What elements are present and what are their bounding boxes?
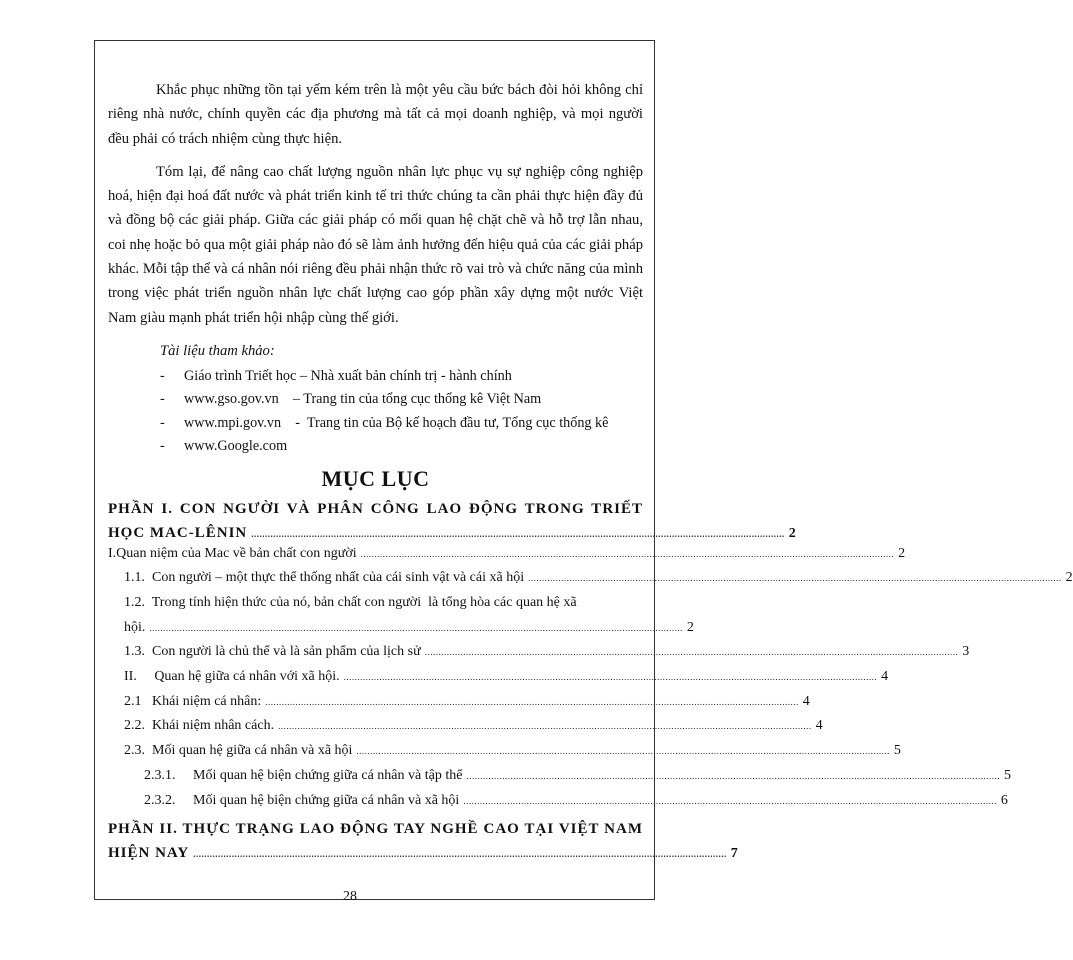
toc-leader-dots: .................................................................................................................................................................................................. [149,622,683,633]
toc-leader-dots: .................................................................................................................................................................................................. [193,849,727,860]
toc-part-1-row [108,521,797,546]
toc-entry-label: 2.2. Khái niệm nhân cách. [124,718,275,734]
references-title: Tài liệu tham khảo: [160,342,275,359]
toc-leader-dots: .................................................................................................................................................................................................. [528,573,1062,584]
toc-entry-label: 2.3. Mối quan hệ giữa cá nhân và xã hội [124,743,353,759]
toc-entry[interactable] [108,644,970,669]
toc-title: MỤC LỤC [321,465,430,491]
toc-entry-label: 1.1. Con người – một thực thể thống nhất của cái sinh vật và cái xã hội [124,570,525,586]
toc-entry[interactable] [108,743,901,768]
reference-item: - www.gso.gov.vn – Trang tin của tổng cục thống kê Việt Nam [160,391,542,408]
toc-leader-dots: .................................................................................................................................................................................................. [424,647,959,658]
toc-page-number: 4 [802,693,810,709]
toc-entry[interactable] [108,767,1011,793]
toc-page-number: 2 [898,545,906,561]
toc-entry[interactable] [108,792,1008,818]
toc-page-number: 7 [730,846,739,862]
toc-entry[interactable] [108,545,906,571]
toc-page-number: 5 [893,743,901,759]
toc-entry-label: I.Quan niệm của Mac về bản chất con người [108,545,357,561]
toc-entry-label: 2.3.1. Mối quan hệ biện chứng giữa cá nhân và tập thể [144,767,463,783]
toc-page-number: 5 [1003,767,1011,783]
toc-part-2[interactable] [108,817,739,866]
body-paragraph-2: Tóm lại, để nâng cao chất lượng nguồn nhân lực phục vụ sự nghiệp công nghiệp hoá, hiện đại hoá đất nước và phát triển kinh tế tri thức chúng ta cần phải thực hiện đầy đủ và đồng bộ các giải pháp. Giữa các giải pháp có mối quan hệ chặt chẽ và hỗ trợ lẫn nhau, coi nhẹ hoặc bỏ qua một giải pháp nào đó sẽ làm ảnh hưởng đến hiệu quả của các giải pháp khác. Mỗi tập thể và cá nhân nói riêng đều phải nhận thức rõ vai trò và chức năng của mình trong việc phát triển nguồn nhân lực chất lượng cao góp phần xây dựng một nước Việt Nam giàu mạnh phát triển hội nhập cùng thế giới. [108,163,643,326]
toc-page-number: 4 [815,718,823,734]
reference-item: - Giáo trình Triết học – Nhà xuất bản chính trị - hành chính [160,367,512,384]
toc-part-1-line2: HỌC MAC-LÊNIN [108,524,248,541]
toc-entry-line [108,619,694,645]
toc-leader-dots: .................................................................................................................................................................................................. [463,795,997,806]
toc-entry-label: 1.2. Trong tính hiện thức của nó, bản chất con người là tổng hòa các quan hệ xã [124,595,577,611]
toc-leader-dots: .................................................................................................................................................................................................. [251,528,785,539]
toc-entry-label: 2.1 Khái niệm cá nhân: [124,693,262,709]
reference-item: - www.mpi.gov.vn - Trang tin của Bộ kế hoạch đầu tư, Tổng cục thống kê [160,414,609,431]
toc-page-number: 2 [1065,570,1073,586]
body-paragraph-1: Khắc phục những tồn tại yếm kém trên là một yêu cầu bức bách đòi hỏi không chỉ riêng nhà nước, chính quyền các địa phương mà tất cả mọi doanh nghiệp, và mọi người đều phải có trách nhiệm cùng thực hiện. [108,82,643,147]
page-content [108,78,1073,866]
toc-entry-label: II. Quan hệ giữa cá nhân với xã hội. [124,669,340,685]
toc-part-1[interactable] [108,497,797,546]
toc-page-number: 3 [962,644,970,660]
toc-leader-dots: .................................................................................................................................................................................................. [265,696,799,707]
toc-part-2-row [108,841,739,866]
toc-page-number: 2 [788,525,797,541]
toc-page-number: 2 [686,619,694,635]
toc-entry[interactable] [108,718,823,743]
toc-part-1-line1: PHẦN I. CON NGƯỜI VÀ PHÂN CÔNG LAO ĐỘNG TRONG TRIẾT [108,500,643,517]
toc-entry-label: hội. [124,619,146,635]
toc-entry[interactable] [108,669,889,694]
toc-leader-dots: .................................................................................................................................................................................................. [343,672,878,683]
page-number: 28 [343,889,357,904]
toc-leader-dots: .................................................................................................................................................................................................. [360,548,895,559]
reference-item: - www.Google.com [160,438,288,455]
toc-page-number: 4 [881,669,889,685]
toc-entry-label: 2.3.2. Mối quan hệ biện chứng giữa cá nhân và xã hội [144,792,460,808]
toc-entry-line [124,595,643,620]
toc-entry[interactable] [108,570,1073,595]
toc-leader-dots: .................................................................................................................................................................................................. [356,746,890,757]
toc-entry[interactable] [108,595,694,644]
toc-page-number: 6 [1000,792,1008,808]
toc-part-2-line1: PHẦN II. THỰC TRẠNG LAO ĐỘNG TAY NGHỀ CAO TẠI VIỆT NAM [108,821,643,838]
toc-leader-dots: .................................................................................................................................................................................................. [278,721,812,732]
toc-leader-dots: .................................................................................................................................................................................................. [466,770,1000,781]
toc-part-2-line2: HIỆN NAY [108,845,190,862]
toc-entry[interactable] [108,693,810,719]
toc-entry-label: 1.3. Con người là chủ thể và là sản phẩm của lịch sử [124,644,421,660]
references-list [108,365,643,459]
